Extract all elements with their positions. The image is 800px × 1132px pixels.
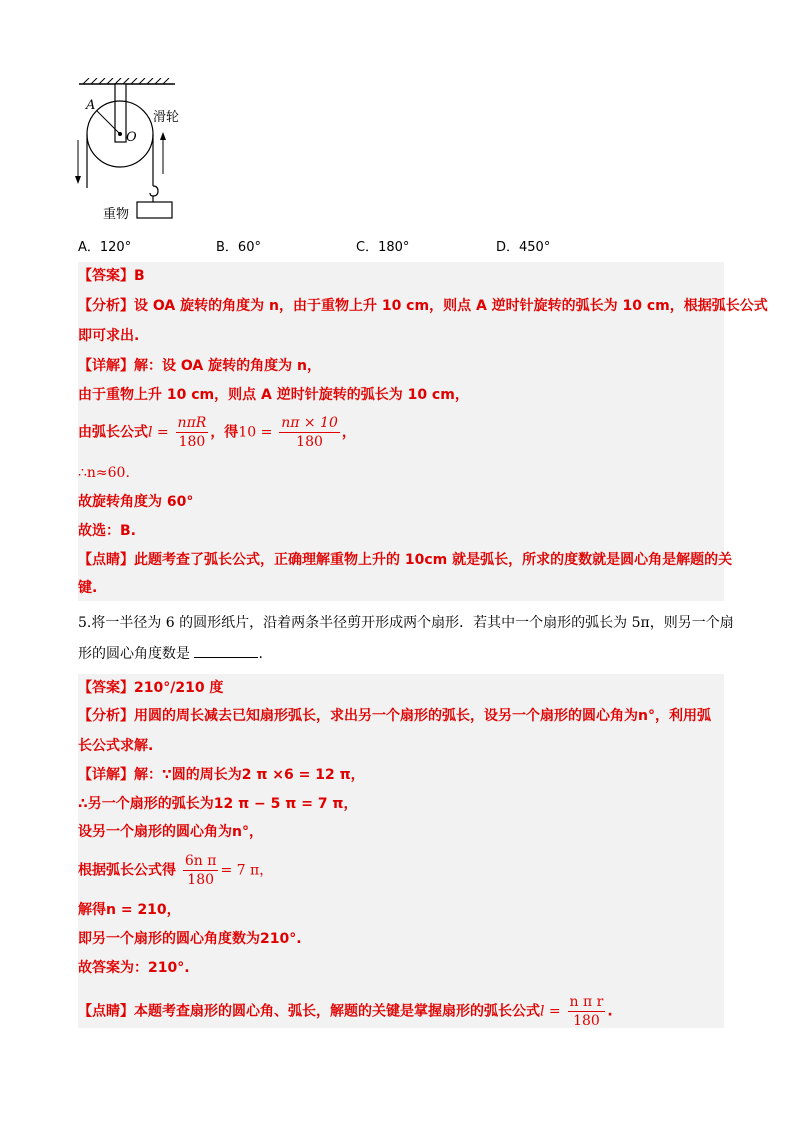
q5-analysis-line1: 【分析】用圆的周长减去已知扇形弧长，求出另一个扇形的弧长，设另一个扇形的圆心角为n°，利用弧 bbox=[78, 708, 711, 724]
fraction-numerator: n π r bbox=[569, 994, 604, 1010]
q5-analysis-line2: 长公式求解. bbox=[78, 738, 154, 754]
fraction-numerator: nπ × 10 bbox=[281, 415, 338, 431]
q4-detail-line2: 由于重物上升 10 cm，则点 A 逆时针旋转的弧长为 10 cm， bbox=[78, 387, 469, 403]
label-a: A bbox=[86, 98, 96, 113]
fraction-denominator: 180 bbox=[573, 1013, 600, 1029]
q4-comment-line2: 键. bbox=[78, 580, 98, 596]
q5-comment-prefix: 【点睛】本题考查扇形的圆心角、弧长，解题的关键是掌握扇形的弧长公式 bbox=[78, 1003, 540, 1020]
q5-comment-suffix: . bbox=[607, 1003, 613, 1020]
q5-detail-formula bbox=[78, 852, 273, 889]
q4-detail-line1: 【详解】解：设 OA 旋转的角度为 n， bbox=[78, 358, 321, 374]
q4-formula-l: l = bbox=[148, 424, 169, 441]
option-a: A．120° bbox=[78, 240, 132, 255]
q5-detail-line1: 【详解】解：∵圆的周长为2 π ×6 = 12 π， bbox=[78, 767, 365, 783]
fraction-denominator: 180 bbox=[178, 434, 206, 450]
q4-detail-line4: ∴n≈60. bbox=[78, 465, 130, 481]
option-b: B．60° bbox=[216, 240, 261, 255]
q5-formula-suffix: = 7 π， bbox=[220, 862, 274, 879]
fraction-numerator: 6n π bbox=[184, 853, 217, 869]
q4-formula-end: ， bbox=[341, 424, 356, 441]
q4-analysis-line2: 即可求出. bbox=[78, 328, 140, 344]
q5-question-prefix: 形的圆心角度数是 bbox=[78, 646, 190, 662]
q5-detail-line2: ∴另一个扇形的弧长为12 π − 5 π = 7 π， bbox=[78, 796, 358, 812]
fraction-denominator: 180 bbox=[187, 872, 215, 888]
answer-blank[interactable] bbox=[194, 643, 258, 658]
label-o: O bbox=[126, 130, 137, 145]
q5-answer: 【答案】210°/210 度 bbox=[78, 680, 224, 696]
q4-formula-mid: ，得 bbox=[210, 424, 239, 441]
q5-question-line1: 5.将一半径为 6 的圆形纸片，沿着两条半径剪开形成两个扇形．若其中一个扇形的弧长为 5π，则另一个扇 bbox=[78, 615, 734, 631]
q4-analysis-line1: 【分析】设 OA 旋转的角度为 n，由于重物上升 10 cm，则点 A 逆时针旋转的弧长为 10 cm，根据弧长公式 bbox=[78, 298, 768, 314]
q4-formula-eq: 10 = bbox=[238, 424, 273, 441]
q5-detail-line7: 故答案为：210°. bbox=[78, 960, 190, 976]
q5-comment-l: l = bbox=[540, 1003, 561, 1020]
q4-detail-formula bbox=[78, 414, 356, 451]
q5-comment bbox=[78, 993, 613, 1030]
q4-formula-prefix: 由弧长公式 bbox=[78, 424, 148, 441]
q5-question-line2 bbox=[78, 643, 263, 664]
pulley-diagram bbox=[75, 78, 215, 223]
q5-detail-line5: 解得n = 210， bbox=[78, 902, 181, 918]
label-weight: 重物 bbox=[103, 207, 130, 222]
fraction-denominator: 180 bbox=[296, 434, 323, 450]
fraction-numerator: nπR bbox=[177, 415, 207, 431]
label-pulley: 滑轮 bbox=[153, 110, 180, 125]
option-c: C．180° bbox=[356, 240, 410, 255]
q4-detail-line5: 故旋转角度为 60° bbox=[78, 494, 194, 510]
q4-comment-line1: 【点睛】此题考查了弧长公式，正确理解重物上升的 10cm 就是弧长，所求的度数就是圆心角是解题的关 bbox=[78, 552, 733, 568]
q5-detail-line6: 即另一个扇形的圆心角度数为210°. bbox=[78, 931, 302, 947]
q4-fraction-2 bbox=[279, 414, 340, 451]
q5-fraction bbox=[183, 852, 219, 889]
q4-answer: 【答案】B bbox=[78, 268, 145, 284]
option-d: D．450° bbox=[496, 240, 551, 255]
q4-detail-line6: 故选：B. bbox=[78, 523, 136, 539]
q4-fraction-1 bbox=[176, 414, 209, 451]
q5-detail-line3: 设另一个扇形的圆心角为n°， bbox=[78, 824, 263, 840]
q5-question-suffix: . bbox=[258, 646, 263, 662]
q5-comment-fraction bbox=[568, 993, 606, 1030]
q5-formula-prefix: 根据弧长公式得 bbox=[78, 862, 176, 879]
